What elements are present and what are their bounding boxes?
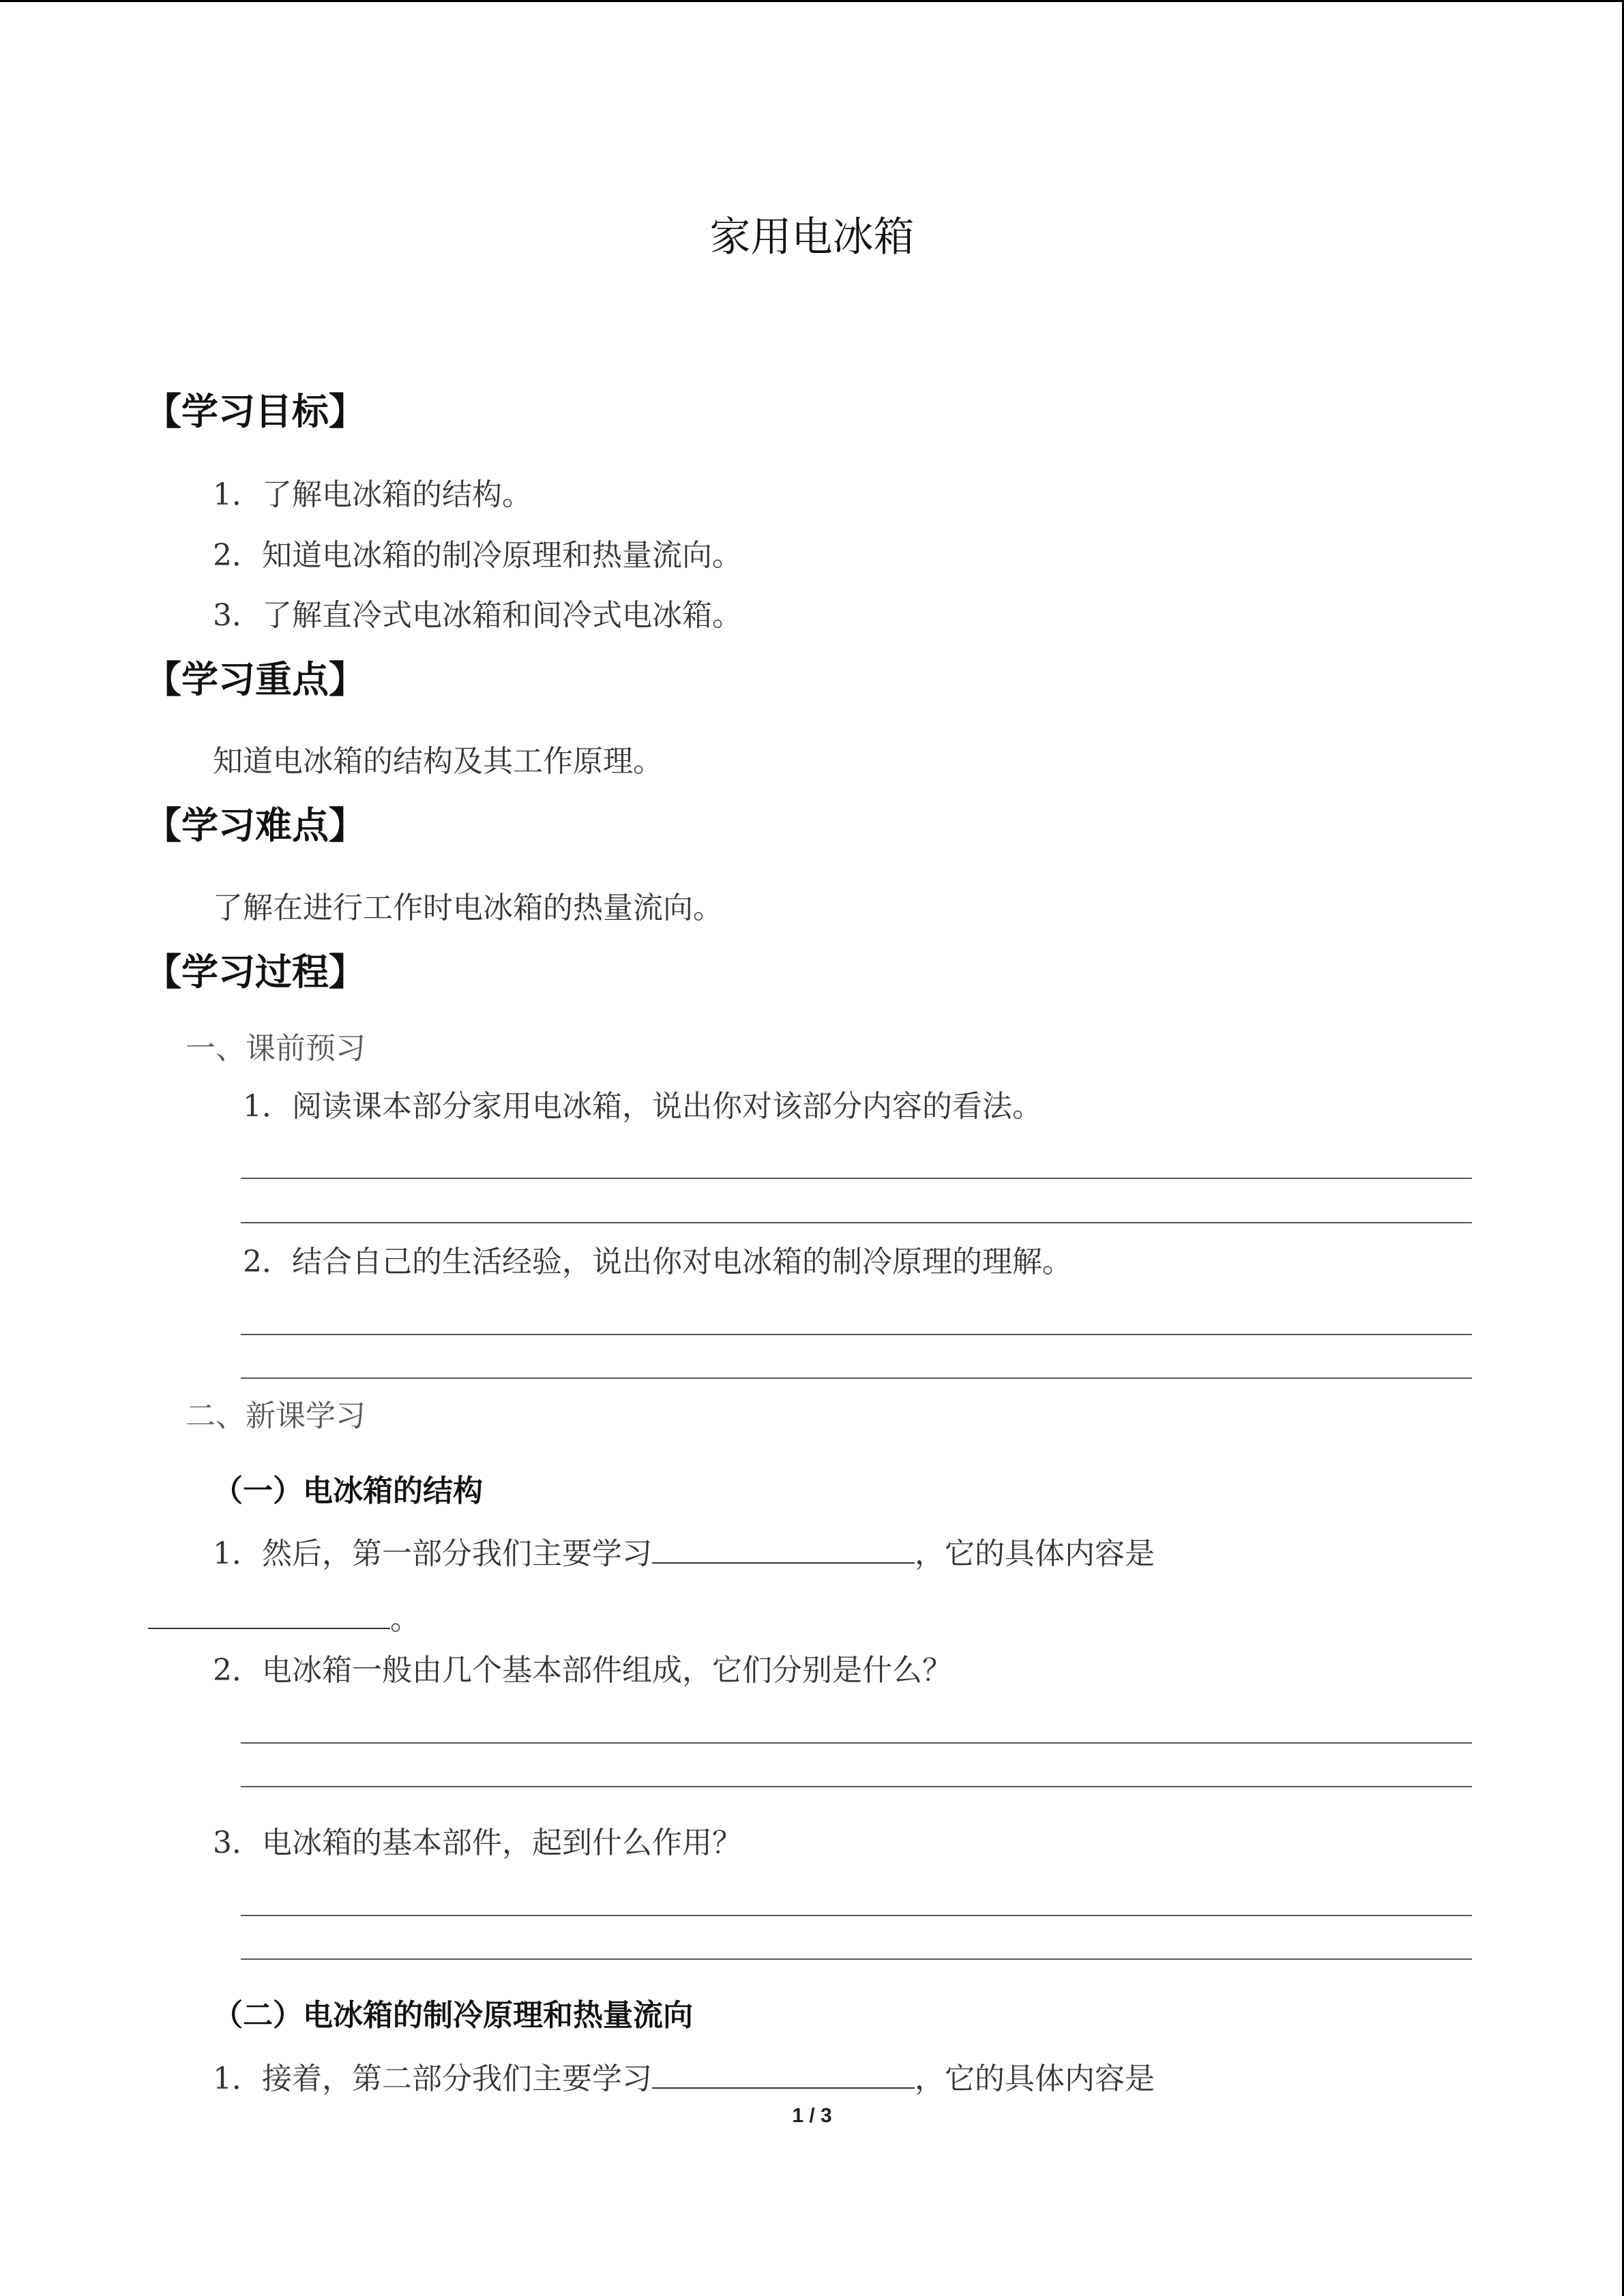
answer-line[interactable] (241, 1786, 1472, 1787)
structure-question-3: 3．电冰箱的基本部件，起到什么作用？ (213, 1825, 742, 1860)
fill-blank[interactable] (148, 1595, 390, 1629)
objective-item: 3．了解直冷式电冰箱和间冷式电冰箱。 (213, 598, 742, 633)
page-border-top (0, 0, 1624, 2)
structure-question-2: 2．电冰箱一般由几个基本部件组成，它们分别是什么？ (213, 1653, 952, 1688)
preview-question-1: 1．阅读课本部分家用电冰箱，说出你对该部分内容的看法。 (243, 1089, 1042, 1124)
answer-line[interactable] (241, 1742, 1472, 1744)
difficulties-text: 了解在进行工作时电冰箱的热量流向。 (213, 891, 723, 925)
answer-line[interactable] (241, 1334, 1472, 1335)
question-end: 。 (390, 1602, 420, 1637)
page-number: 1 / 3 (792, 2104, 832, 2127)
structure-question-1-continued (148, 1595, 420, 1640)
key-points-heading: 【学习重点】 (145, 658, 366, 701)
fill-blank[interactable] (652, 1530, 915, 1564)
question-prefix: 1．然后，第一部分我们主要学习 (213, 1536, 652, 1571)
question-suffix: ，它的具体内容是 (915, 2061, 1155, 2096)
page-title: 家用电冰箱 (709, 213, 915, 261)
objective-item: 2．知道电冰箱的制冷原理和热量流向。 (213, 538, 742, 573)
sub1-heading: （一）电冰箱的结构 (213, 1474, 483, 1508)
objective-item: 1．了解电冰箱的结构。 (213, 477, 532, 512)
part2-label: 二、新课学习 (186, 1399, 366, 1433)
answer-line[interactable] (241, 1915, 1472, 1916)
answer-line[interactable] (241, 1377, 1472, 1379)
principle-question-1 (213, 2055, 1155, 2100)
structure-question-1 (213, 1530, 1155, 1575)
process-heading: 【学习过程】 (145, 951, 366, 994)
part1-label: 一、课前预习 (186, 1031, 366, 1066)
question-suffix: ，它的具体内容是 (915, 1536, 1155, 1571)
fill-blank[interactable] (652, 2055, 915, 2089)
answer-line[interactable] (241, 1958, 1472, 1960)
difficulties-heading: 【学习难点】 (145, 804, 366, 847)
answer-line[interactable] (241, 1222, 1472, 1223)
objectives-heading: 【学习目标】 (145, 390, 366, 433)
sub2-heading: （二）电冰箱的制冷原理和热量流向 (213, 1998, 693, 2033)
preview-question-2: 2．结合自己的生活经验，说出你对电冰箱的制冷原理的理解。 (243, 1244, 1072, 1279)
key-points-text: 知道电冰箱的结构及其工作原理。 (213, 744, 663, 779)
answer-line[interactable] (241, 1178, 1472, 1179)
question-prefix: 1．接着，第二部分我们主要学习 (213, 2061, 652, 2096)
